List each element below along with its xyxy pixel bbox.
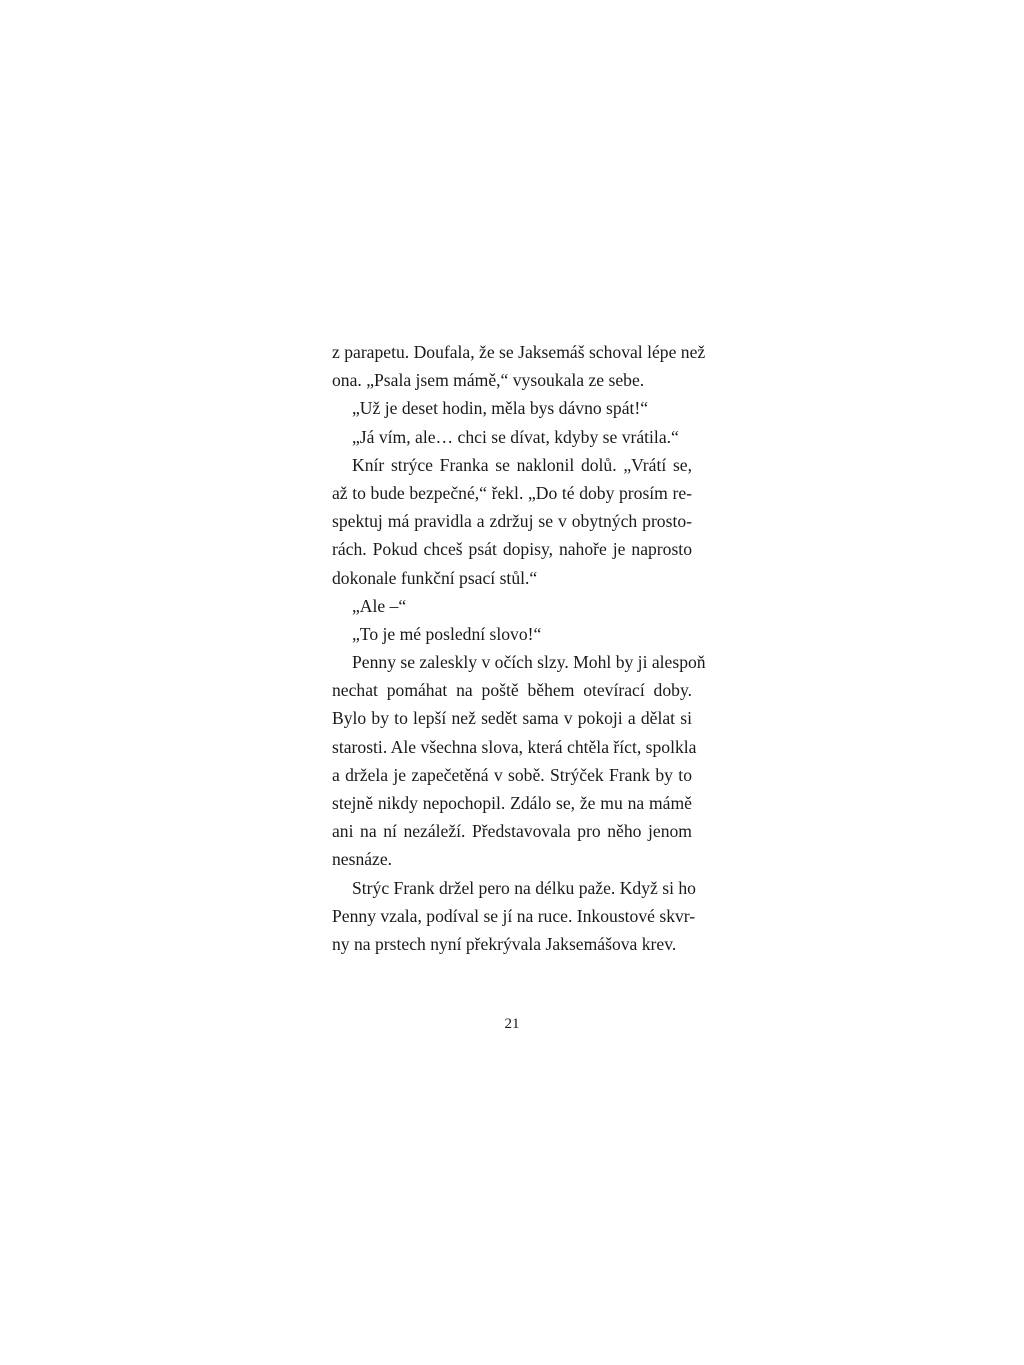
text-line: nesnáze.	[332, 849, 393, 870]
page-number: 21	[504, 1016, 520, 1032]
text-line: až to bude bezpečné,“ řekl. „Do té doby prosím re-	[332, 482, 692, 503]
body-text	[332, 338, 706, 958]
text-line: ani na ní nezáleží. Představovala pro něho jenom	[332, 821, 692, 842]
text-line: nechat pomáhat na poště během otevírací doby.	[332, 680, 692, 701]
text-line: starosti. Ale všechna slova, která chtěla říct, spolkla	[332, 736, 697, 757]
text-line: stejně nikdy nepochopil. Zdálo se, že mu na mámě	[332, 793, 692, 813]
text-line: „Ale –“	[352, 595, 407, 616]
text-line: „Já vím, ale… chci se dívat, kdyby se vrátila.“	[352, 426, 679, 447]
text-line: ona. „Psala jsem mámě,“ vysoukala ze sebe.	[332, 370, 645, 391]
text-line: dokonale funkční psací stůl.“	[332, 567, 538, 588]
text-line: Bylo by to lepší než sedět sama v pokoji a dělat si	[332, 708, 692, 729]
text-line: z parapetu. Doufala, že se Jaksemáš schoval lépe než	[332, 342, 706, 362]
text-line: Knír strýce Franka se naklonil dolů. „Vrátí se,	[352, 454, 692, 475]
text-line: Penny vzala, podíval se jí na ruce. Inkoustové skvr-	[332, 905, 696, 926]
text-line: rách. Pokud chceš psát dopisy, nahoře je naprosto	[332, 539, 692, 560]
text-line: ny na prstech nyní překrývala Jaksemášova krev.	[332, 933, 677, 954]
text-line: „Už je deset hodin, měla bys dávno spát!“	[352, 398, 649, 419]
text-line: a držela je zapečetěná v sobě. Strýček Frank by to	[332, 764, 692, 785]
text-line: Penny se zaleskly v očích slzy. Mohl by ji alespoň	[352, 652, 706, 673]
text-line: Strýc Frank držel pero na délku paže. Když si ho	[352, 877, 696, 898]
text-line: „To je mé poslední slovo!“	[352, 623, 542, 644]
text-line: spektuj má pravidla a zdržuj se v obytných prosto-	[332, 511, 692, 532]
